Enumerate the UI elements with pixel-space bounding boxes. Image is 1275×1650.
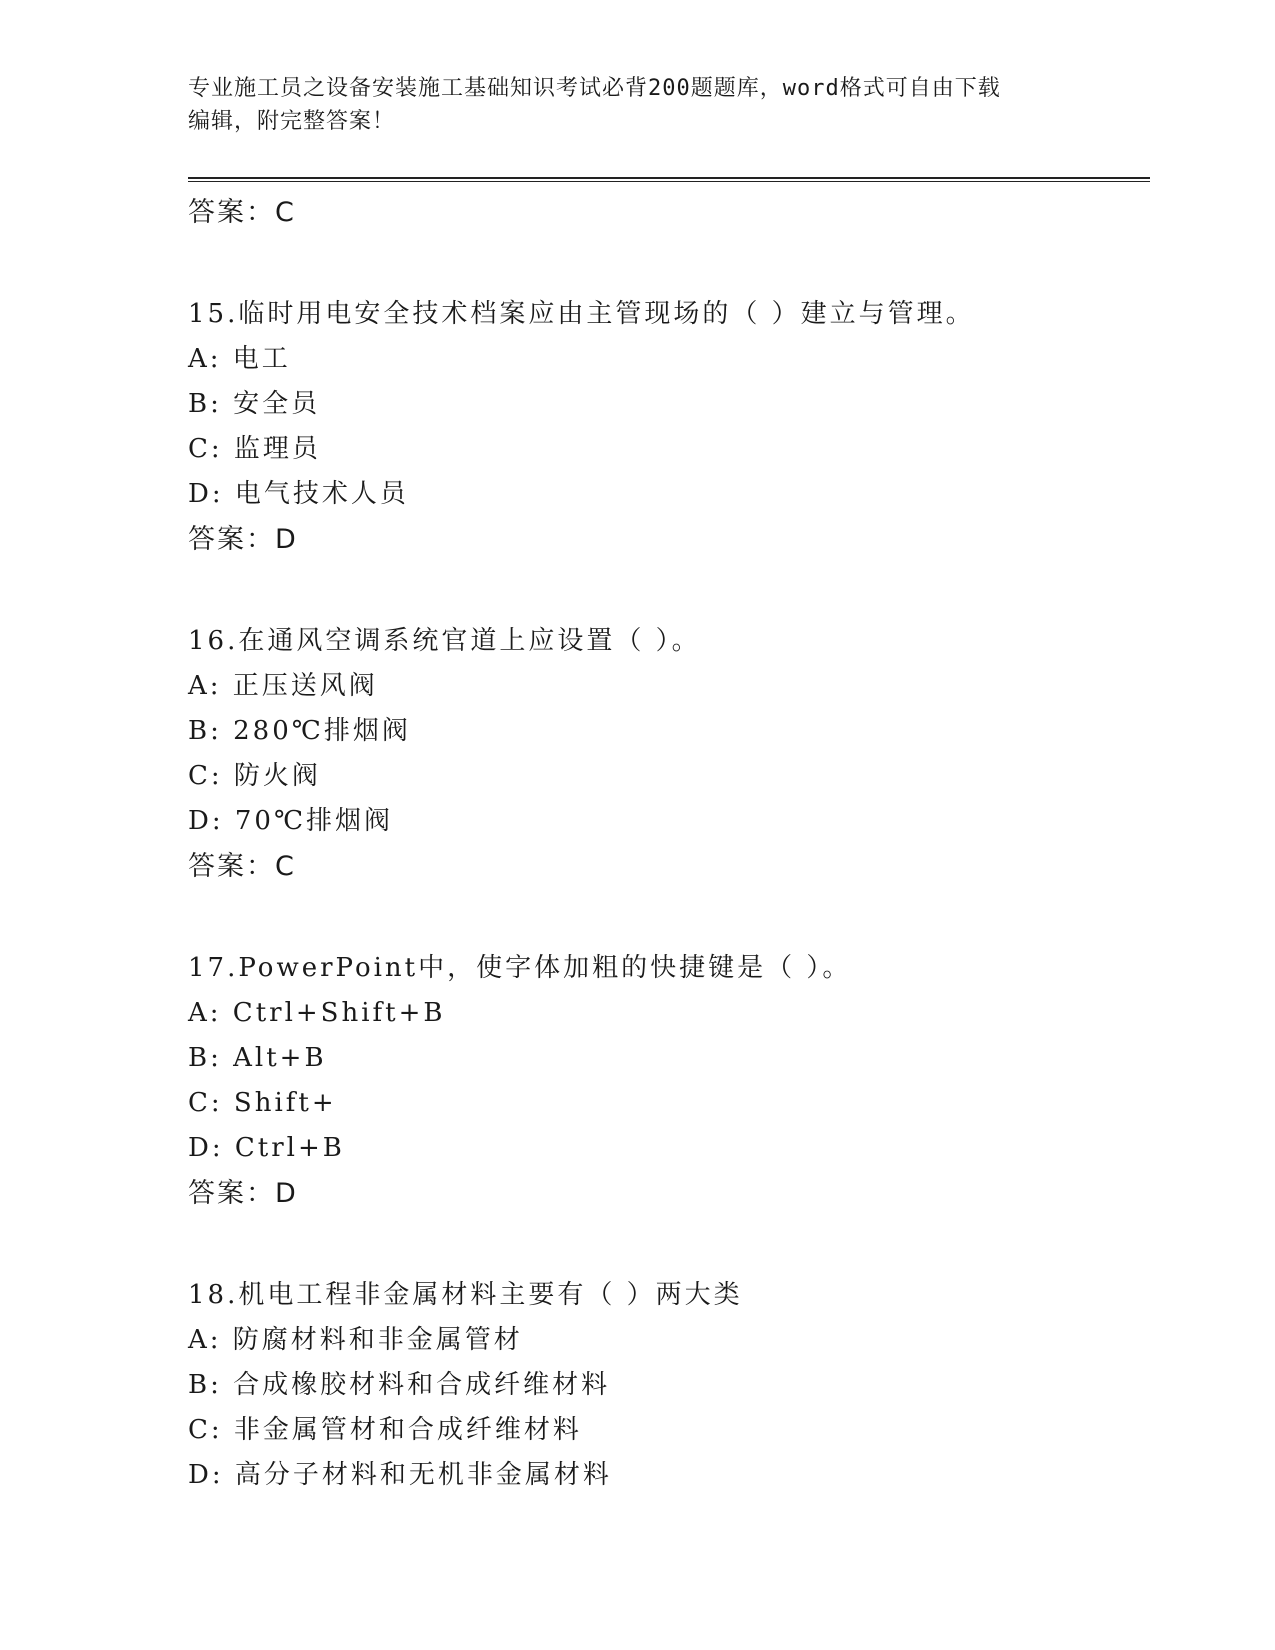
option-c: C: 非金属管材和合成纤维材料 [188,1415,582,1445]
option-a: A: 正压送风阀 [188,671,378,701]
header-rule-bottom [188,181,1150,182]
question-stem: 17.PowerPoint中，使字体加粗的快捷键是（ ）。 [188,953,852,983]
question-stem: 18.机电工程非金属材料主要有（ ）两大类 [188,1280,743,1310]
header-line-2: 编辑，附完整答案！ [188,109,396,134]
option-c: C: 监理员 [188,434,321,464]
question-stem: 16.在通风空调系统官道上应设置（ ）。 [188,626,701,656]
question-16 [188,619,1148,889]
option-b: B: 合成橡胶材料和合成纤维材料 [188,1370,611,1400]
option-a: A: 防腐材料和非金属管材 [188,1325,523,1355]
option-c: C: Shift+ [188,1088,337,1118]
option-a: A: 电工 [188,344,291,374]
question-15 [188,292,1148,562]
previous-answer-block [188,190,1148,235]
answer-line: 答案：D [188,524,298,555]
answer-line: 答案：C [188,197,296,228]
question-list [188,190,1148,1555]
option-d: D: Ctrl+B [188,1133,345,1163]
option-b: B: 安全员 [188,389,321,419]
option-d: D: 电气技术人员 [188,479,409,509]
document-header [188,72,1088,138]
option-b: B: Alt+B [188,1043,327,1073]
answer-line: 答案：C [188,851,296,882]
option-c: C: 防火阀 [188,761,321,791]
question-18 [188,1273,1148,1498]
question-17 [188,946,1148,1216]
answer-line: 答案：D [188,1178,298,1209]
header-rule-top [188,177,1150,179]
option-d: D: 70℃排烟阀 [188,806,394,836]
header-line-1: 专业施工员之设备安装施工基础知识考试必背200题题库，word格式可自由下载 [188,76,1001,101]
question-stem: 15.临时用电安全技术档案应由主管现场的（ ）建立与管理。 [188,299,975,329]
option-b: B: 280℃排烟阀 [188,716,411,746]
option-a: A: Ctrl+Shift+B [188,998,446,1028]
option-d: D: 高分子材料和无机非金属材料 [188,1460,612,1490]
